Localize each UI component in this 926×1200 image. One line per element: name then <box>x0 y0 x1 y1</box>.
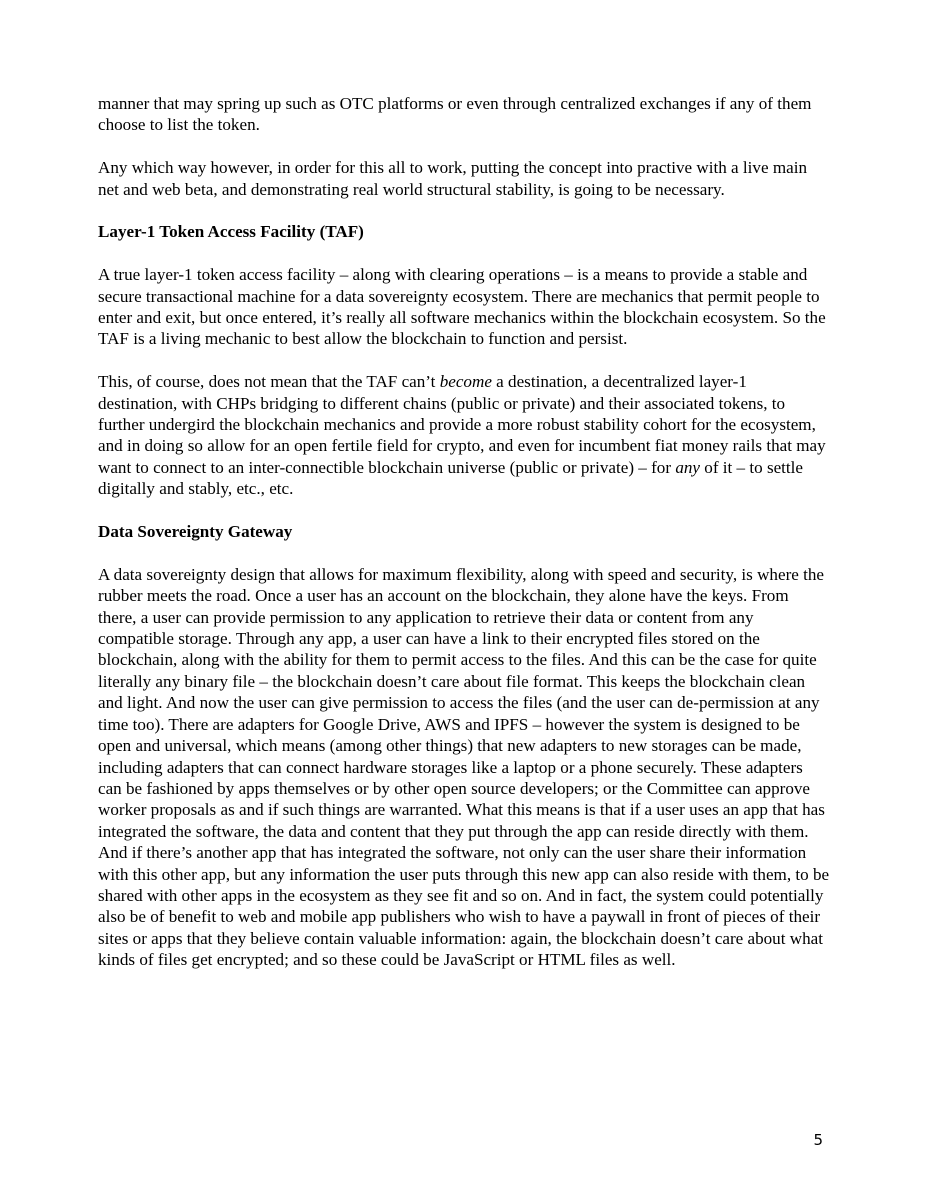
section-heading-data-sovereignty-gateway: Data Sovereignty Gateway <box>98 522 293 542</box>
paragraph-text: a destination, a decentralized layer-1 destination, with CHPs bridging to different chains (public or private) and their associated tokens, to further undergird the blockchain mechanics and provide a more robust stability cohort for the ecosystem, and in doing so allow for an open fertile field for crypto, and even for incumbent fiat money rails that may want to connect to an inter-connectible blockchain universe (public or private) – for <box>98 372 826 477</box>
paragraph-text: This, of course, does not mean that the TAF can’t <box>98 372 440 392</box>
paragraph-text: of it – to settle digitally and stably, etc., etc. <box>98 457 804 499</box>
paragraph-data-sovereignty-design: A data sovereignty design that allows for maximum flexibility, along with speed and security, is where the rubber meets the road. Once a user has an account on the blockchain, they alone have the keys. From there, a user can provide permission to any application to retrieve their data or content from any compatible storage. Through any app, a user can have a link to their encrypted files stored on the blockchain, along with the ability for them to permit access to the files. And this can be the case for quite literally any binary file – the blockchain doesn’t care about file format. This keeps the blockchain clean and light. And now the user can give permission to access the files (and the user can de-permission at any time too). There are adapters for Google Drive, AWS and IPFS – however the system is designed to be open and universal, which means (among other things) that new adapters to new storages can be made, including adapters that can connect hardware storages like a laptop or a phone securely. These adapters can be fashioned by apps themselves or by other open source developers; or the Committee can approve worker proposals as and if such things are warranted. What this means is that if a user uses an app that has integrated the software, the data and content that they put through the app can reside directly with them. And if there’s another app that has integrated the software, not only can the user share their information with this other app, but any information the user puts through this new app can also reside with them, to be shared with other apps in the ecosystem as they see fit and so on. And in fact, the system could potentially also be of benefit to web and mobile app publishers who wish to have a paywall in front of pieces of their sites or apps that they believe contain valuable information: again, the blockchain doesn’t care about what kinds of files get encrypted; and so these could be JavaScript or HTML files as well. <box>98 564 830 970</box>
emphasis-become: become <box>439 372 492 392</box>
paragraph-taf-destination <box>98 371 830 499</box>
emphasis-any: any <box>675 457 700 477</box>
page-number: 5 <box>813 1131 823 1149</box>
paragraph-main-net-beta: Any which way however, in order for this all to work, putting the concept into practive with a live main net and web beta, and demonstrating real world structural stability, is going to be necessary. <box>98 158 807 199</box>
document-body <box>98 93 830 992</box>
paragraph-taf-description: A true layer-1 token access facility – along with clearing operations – is a means to provide a stable and secure transactional machine for a data sovereignty ecosystem. There are mechanics that permit people to enter and exit, but once entered, it’s really all software mechanics within the blockchain ecosystem. So the TAF is a living mechanic to best allow the blockchain to function and persist. <box>98 265 826 349</box>
section-heading-taf: Layer-1 Token Access Facility (TAF) <box>98 222 364 242</box>
paragraph-otc-platforms: manner that may spring up such as OTC platforms or even through centralized exchanges if any of them choose to list the token. <box>98 94 812 135</box>
